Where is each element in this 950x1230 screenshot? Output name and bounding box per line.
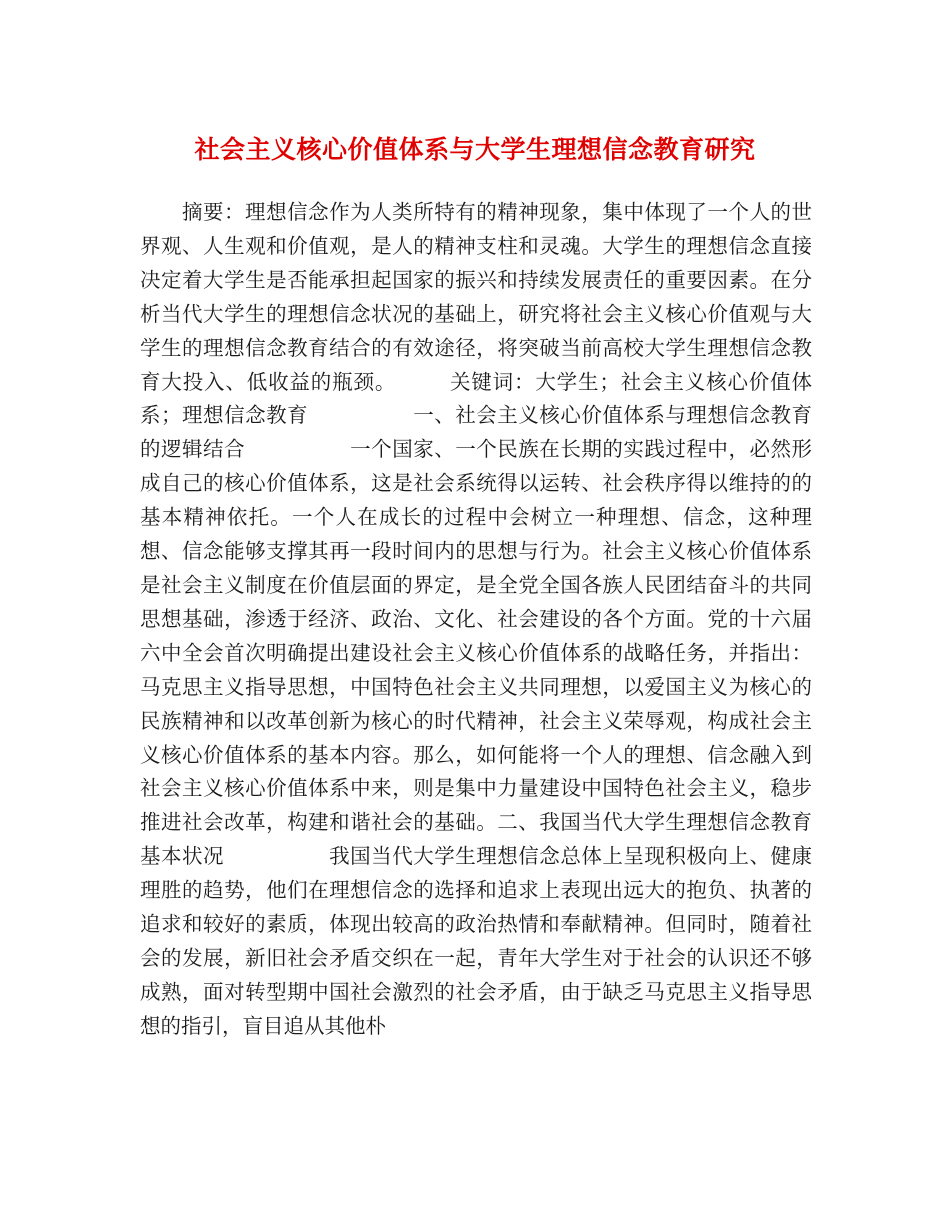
document-body-text: 摘要：理想信念作为人类所特有的精神现象，集中体现了一个人的世界观、人生观和价值观，是人的精神支柱和灵魂。大学生的理想信念直接决定着大学生是否能承担起国家的振兴和持续发展责任的重要因素。在分析当代大学生的理想信念状况的基础上，研究将社会主义核心价值观与大学生的理想信念教育结合的有效途径，将突破当前高校大学生理想信念教育大投入、低收益的瓶颈。 关键词：大学生；社会主义核心价值体系；理想信念教育 一、社会主义核心价值体系与理想信念教育的逻辑结合 一个国家、一个民族在长期的实践过程中，必然形成自己的核心价值体系，这是社会系统得以运转、社会秩序得以维持的的基本精神依托。一个人在成长的过程中会树立一种理想、信念，这种理想、信念能够支撑其再一段时间内的思想与行为。社会主义核心价值体系是社会主义制度在价值层面的界定，是全党全国各族人民团结奋斗的共同思想基础，渗透于经济、政治、文化、社会建设的各个方面。党的十六届六中全会首次明确提出建设社会主义核心价值体系的战略任务，并指出：马克思主义指导思想，中国特色社会主义共同理想，以爱国主义为核心的民族精神和以改革创新为核心的时代精神，社会主义荣辱观，构成社会主义核心价值体系的基本内容。那么，如何能将一个人的理想、信念融入到社会主义核心价值体系中来，则是集中力量建设中国特色社会主义，稳步推进社会改革，构建和谐社会的基础。二、我国当代大学生理想信念教育基本状况 我国当代大学生理想信念总体上呈现积极向上、健康理胜的趋势，他们在理想信念的选择和追求上表现出远大的抱负、执著的追求和较好的素质，体现出较高的政治热情和奉献精神。但同时，随着社会的发展，新旧社会矛盾交织在一起，青年大学生对于社会的认识还不够成熟，面对转型期中国社会激烈的社会矛盾，由于缺乏马克思主义指导思想的指引，盲目追从其他朴 [140,200,812,1038]
document-title: 社会主义核心价值体系与大学生理想信念教育研究 [194,135,756,164]
